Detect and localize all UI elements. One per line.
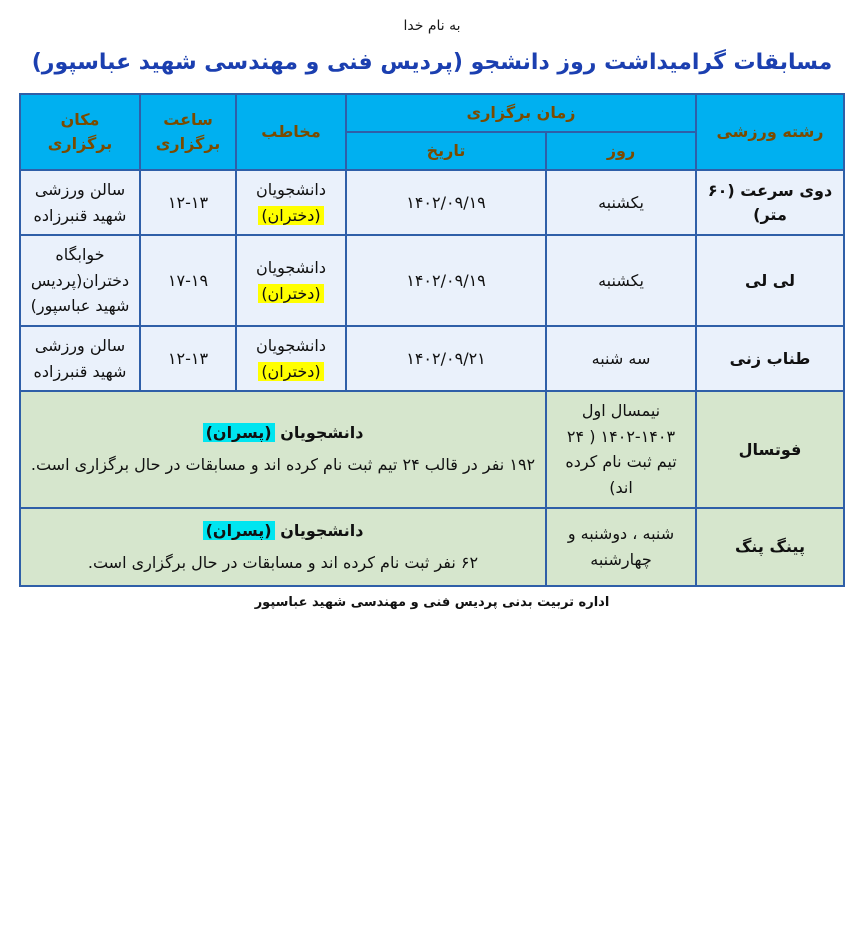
cell-day: سه شنبه [546, 326, 696, 391]
cell-note [20, 391, 546, 507]
bismillah-line: به نام خدا [403, 18, 461, 34]
audience-gender-badge: (پسران) [203, 521, 275, 540]
cell-date: ۱۴۰۲/۰۹/۲۱ [346, 326, 546, 391]
note-body: ۱۹۲ نفر در قالب ۲۴ تیم ثبت نام کرده اند و مسابقات در حال برگزاری است. [30, 455, 536, 475]
table-row [20, 326, 844, 391]
audience-label: دانشجویان [256, 257, 326, 277]
cell-day: یکشنبه [546, 235, 696, 326]
header-sport: رشته ورزشی [696, 94, 844, 170]
audience-gender-badge: (دختران) [258, 362, 323, 381]
audience-gender-badge: (پسران) [203, 423, 275, 442]
cell-date: ۱۴۰۲/۰۹/۱۹ [346, 235, 546, 326]
header-date: تاریخ [346, 132, 546, 170]
cell-sport: طناب زنی [696, 326, 844, 391]
audience-gender-badge: (دختران) [258, 206, 323, 225]
cell-hour: ۱۲-۱۳ [140, 326, 236, 391]
cell-place: سالن ورزشی شهید قنبرزاده [20, 326, 140, 391]
table-header [20, 94, 844, 170]
cell-audience [236, 235, 346, 326]
note-audience-line [29, 417, 537, 449]
cell-place: سالن ورزشی شهید قنبرزاده [20, 170, 140, 235]
note-audience-line [29, 515, 537, 547]
cell-date: ۱۴۰۲/۰۹/۱۹ [346, 170, 546, 235]
footer-text: اداره تربیت بدنی پردیس فنی و مهندسی شهید عباسپور [254, 594, 610, 610]
competition-schedule-table [19, 93, 845, 587]
cell-day: یکشنبه [546, 170, 696, 235]
cell-audience [236, 326, 346, 391]
table-row [20, 235, 844, 326]
header-day: روز [546, 132, 696, 170]
cell-place: خوابگاه دختران(پردیس شهید عباسپور) [20, 235, 140, 326]
audience-label: دانشجویان [280, 520, 364, 540]
cell-day: شنبه ، دوشنبه و چهارشنبه [546, 508, 696, 586]
page-title: مسابقات گرامیداشت روز دانشجو (پردیس فنی و مهندسی شهید عباسپور) [31, 50, 833, 75]
header-hour: ساعت برگزاری [140, 94, 236, 170]
cell-audience [236, 170, 346, 235]
header-time-group: زمان برگزاری [346, 94, 696, 132]
audience-label: دانشجویان [256, 180, 326, 199]
cell-day: نیمسال اول ۱۴۰۳-۱۴۰۲ ( ۲۴ تیم ثبت نام کرده اند) [546, 391, 696, 507]
cell-note [20, 508, 546, 586]
table-body [20, 170, 844, 586]
cell-hour: ۱۷-۱۹ [140, 235, 236, 326]
audience-gender-badge: (دختران) [258, 284, 323, 303]
table-row [20, 170, 844, 235]
table-row [20, 391, 844, 507]
audience-label: دانشجویان [280, 423, 364, 443]
header-audience: مخاطب [236, 94, 346, 170]
audience-label: دانشجویان [256, 335, 326, 355]
table-row [20, 508, 844, 586]
note-body: ۶۲ نفر ثبت نام کرده اند و مسابقات در حال برگزاری است. [87, 552, 479, 572]
cell-sport: پینگ پنگ [696, 508, 844, 586]
header-place: مکان برگزاری [20, 94, 140, 170]
cell-hour: ۱۲-۱۳ [140, 170, 236, 235]
table-header-row-1 [20, 94, 844, 132]
cell-sport: لی لی [696, 235, 844, 326]
cell-sport: فوتسال [696, 391, 844, 507]
cell-sport: دوی سرعت (۶۰ متر) [696, 170, 844, 235]
